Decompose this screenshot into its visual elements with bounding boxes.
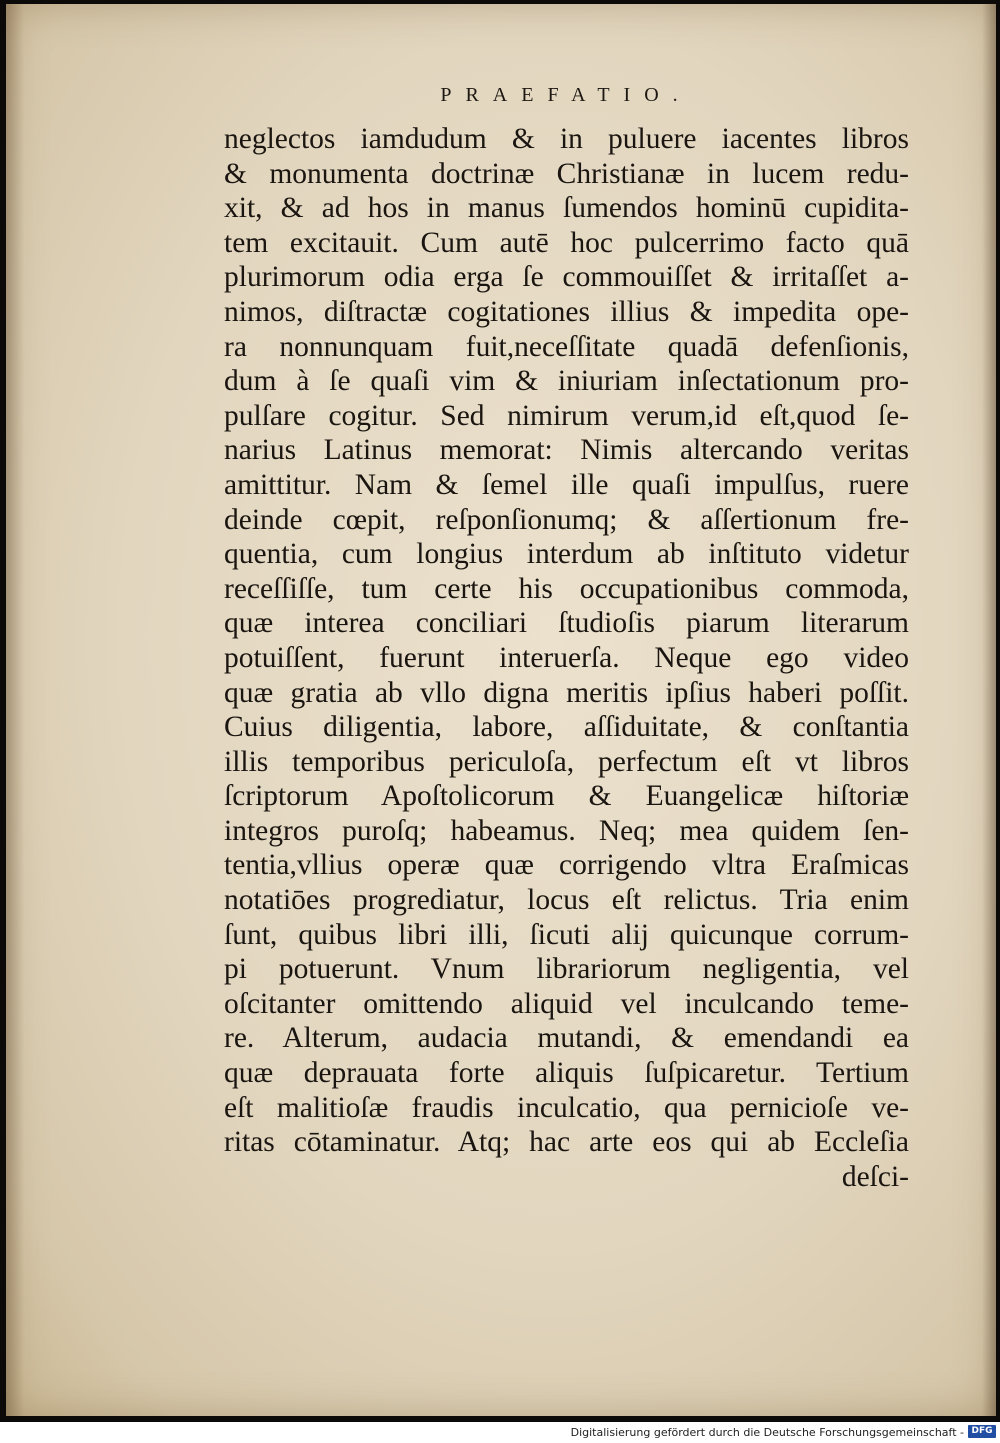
text-line: quæ gratia ab vllo digna meritis ipſius haberi poſſit. [224, 676, 909, 709]
text-line: xit, & ad hos in manus ſumendos hominū cupidita- [224, 192, 909, 225]
text-line: dum à ſe quaſi vim & iniuriam inſectationum pro- [224, 365, 909, 398]
text-line: quentia, cum longius interdum ab inſtituto videtur [224, 538, 909, 571]
text-line: notatiōes progrediatur, locus eſt relictus. Tria enim [224, 884, 909, 917]
text-line: re. Alterum, audacia mutandi, & emendandi ea [224, 1022, 909, 1055]
text-line: neglectos iamdudum & in puluere iacentes libros [224, 123, 909, 155]
text-line: ſunt, quibus libri illi, ſicuti alij quicunque corrum- [224, 918, 909, 951]
text-line: ritas cōtaminatur. Atq; hac arte eos qui ab Eccleſia [224, 1126, 909, 1159]
dfg-logo: DFG [968, 1425, 996, 1438]
text-line: quæ deprauata forte aliquis ſuſpicaretur. Tertium [224, 1057, 909, 1090]
body-text [224, 122, 909, 1194]
digitization-credit: Digitalisierung gefördert durch die Deutsche Forschungsgemeinschaft - [570, 1426, 964, 1439]
text-line: integros puroſq; habeamus. Neq; mea quidem ſen- [224, 814, 909, 847]
text-line: receſſiſſe, tum certe his occupationibus commoda, [224, 572, 909, 605]
running-head: PRAEFATIO. [440, 84, 692, 106]
text-line: potuiſſent, fuerunt interuerſa. Neque ego video [224, 641, 909, 674]
text-line: quæ interea conciliari ſtudioſis piarum literarum [224, 607, 909, 640]
text-line: oſcitanter omittendo aliquid vel inculcando teme- [224, 987, 909, 1020]
text-line: pi potuerunt. Vnum librariorum negligentia, vel [224, 953, 909, 986]
text-line: nimos, diſtractæ cogitationes illius & impedita ope- [224, 295, 909, 328]
page-edge-shadow [982, 4, 996, 1416]
text-line: ſcriptorum Apoſtolicorum & Euangelicæ hiſtoriæ [224, 780, 909, 813]
text-line: ra nonnunquam fuit,neceſſitate quadā defenſionis, [224, 330, 909, 363]
text-line: amittitur. Nam & ſemel ille quaſi impulſus, ruere [224, 468, 909, 501]
text-line: & monumenta doctrinæ Christianæ in lucem redu- [224, 157, 909, 190]
text-line: deinde cœpit, reſponſionumq; & aſſertionum fre- [224, 503, 909, 536]
text-line: tem excitauit. Cum autē hoc pulcerrimo facto quā [224, 226, 909, 259]
text-line: eſt malitioſæ fraudis inculcatio, qua pernicioſe ve- [224, 1091, 909, 1124]
text-line: Cuius diligentia, labore, aſſiduitate, & conſtantia [224, 711, 909, 744]
text-line: deſci- [841, 1160, 909, 1193]
text-line: illis temporibus periculoſa, perfectum eſt vt libros [224, 745, 909, 778]
text-line: narius Latinus memorat: Nimis altercando veritas [224, 434, 909, 467]
text-line: plurimorum odia erga ſe commouiſſet & irritaſſet a- [224, 261, 909, 294]
text-line: pulſare cogitur. Sed nimirum verum,id eſt,quod ſe- [224, 399, 909, 432]
text-line: tentia,vllius operæ quæ corrigendo vltra Eraſmicas [224, 849, 909, 882]
page-gutter-shadow [6, 4, 24, 1416]
